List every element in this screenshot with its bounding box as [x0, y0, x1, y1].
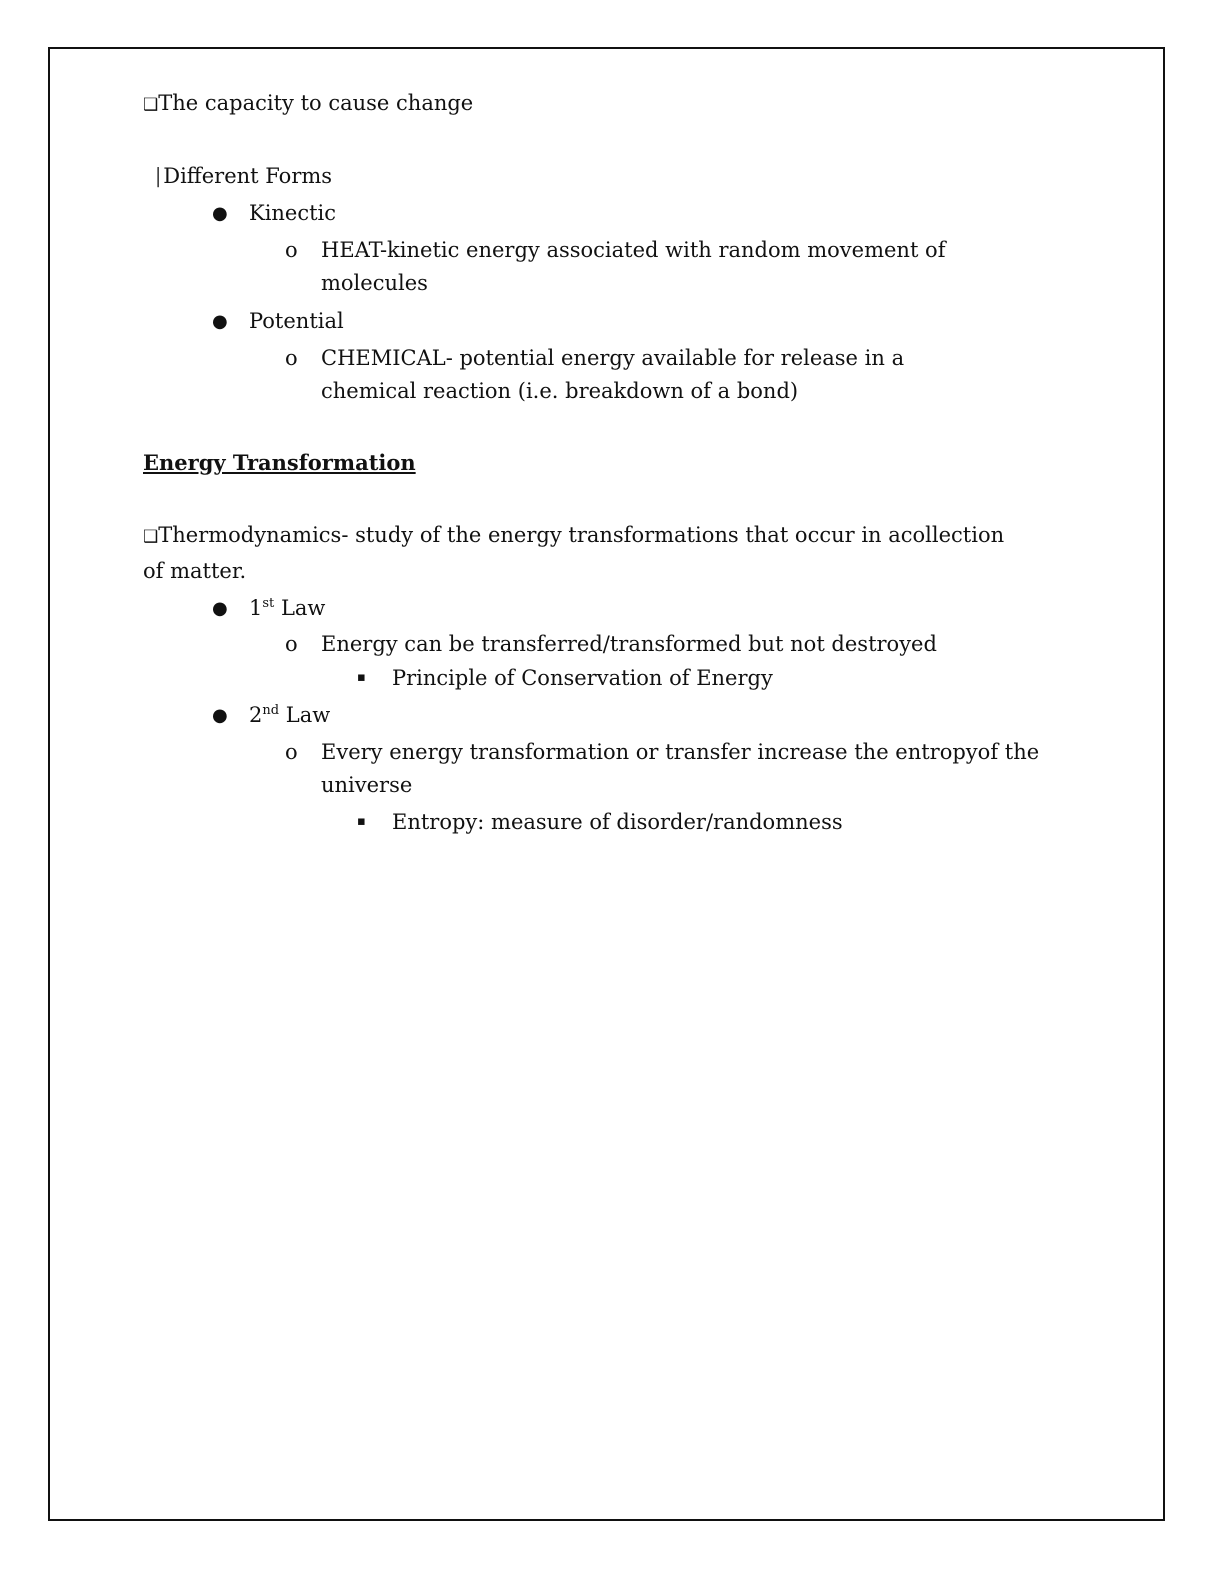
law-2-title: [249, 698, 330, 732]
law-label: Law: [280, 596, 326, 620]
bullet-circle-icon: o: [285, 740, 298, 764]
law-2-detail: Entropy: measure of disorder/randomness: [392, 810, 843, 834]
law-number: 2: [249, 703, 263, 727]
bullet-disc-icon: ●: [212, 311, 228, 332]
bullet-square-icon: ▪: [357, 670, 366, 685]
form-item-kinetic-detail-line-2: molecules: [321, 271, 428, 295]
thermo-text-1: Thermodynamics- study of the energy transformations that occur in acollection: [158, 523, 1005, 547]
form-item-potential: Potential: [249, 309, 344, 333]
bullet-disc-icon: ●: [212, 203, 228, 224]
page-border: [48, 47, 1165, 1521]
checkbox-marker-icon: ❑: [143, 95, 159, 115]
bar-marker-icon: │: [153, 168, 164, 188]
law-number: 1: [249, 596, 263, 620]
bullet-disc-icon: ●: [212, 705, 228, 726]
bullet-square-icon: ▪: [357, 814, 366, 829]
law-1-title: [249, 591, 325, 625]
form-item-kinetic-detail-line-1: HEAT-kinetic energy associated with random movement of: [321, 238, 946, 262]
thermo-line-2: of matter.: [143, 559, 247, 583]
law-ordinal: st: [262, 596, 275, 611]
law-label: Law: [285, 703, 331, 727]
bullet-circle-icon: o: [285, 346, 298, 370]
forms-title: Different Forms: [163, 164, 333, 188]
bullet-disc-icon: ●: [212, 598, 228, 619]
law-ordinal: nd: [262, 703, 280, 718]
form-item-potential-detail-line-2: chemical reaction (i.e. breakdown of a bond): [321, 379, 799, 403]
law-2-statement-line-2: universe: [321, 773, 413, 797]
law-1-statement: Energy can be transferred/transformed but not destroyed: [321, 632, 937, 656]
thermo-line-1: [143, 518, 1004, 554]
forms-title-line: [153, 159, 332, 195]
bullet-circle-icon: o: [285, 632, 298, 656]
form-item-potential-detail-line-1: CHEMICAL- potential energy available for release in a: [321, 346, 905, 370]
section-heading: Energy Transformation: [143, 450, 416, 475]
intro-line: [143, 86, 473, 122]
intro-text: The capacity to cause change: [158, 91, 474, 115]
bullet-circle-icon: o: [285, 238, 298, 262]
form-item-kinetic: Kinectic: [249, 201, 337, 225]
law-1-detail: Principle of Conservation of Energy: [392, 666, 773, 690]
checkbox-marker-icon: ❑: [143, 527, 159, 547]
law-2-statement-line-1: Every energy transformation or transfer increase the entropyof the: [321, 740, 1040, 764]
